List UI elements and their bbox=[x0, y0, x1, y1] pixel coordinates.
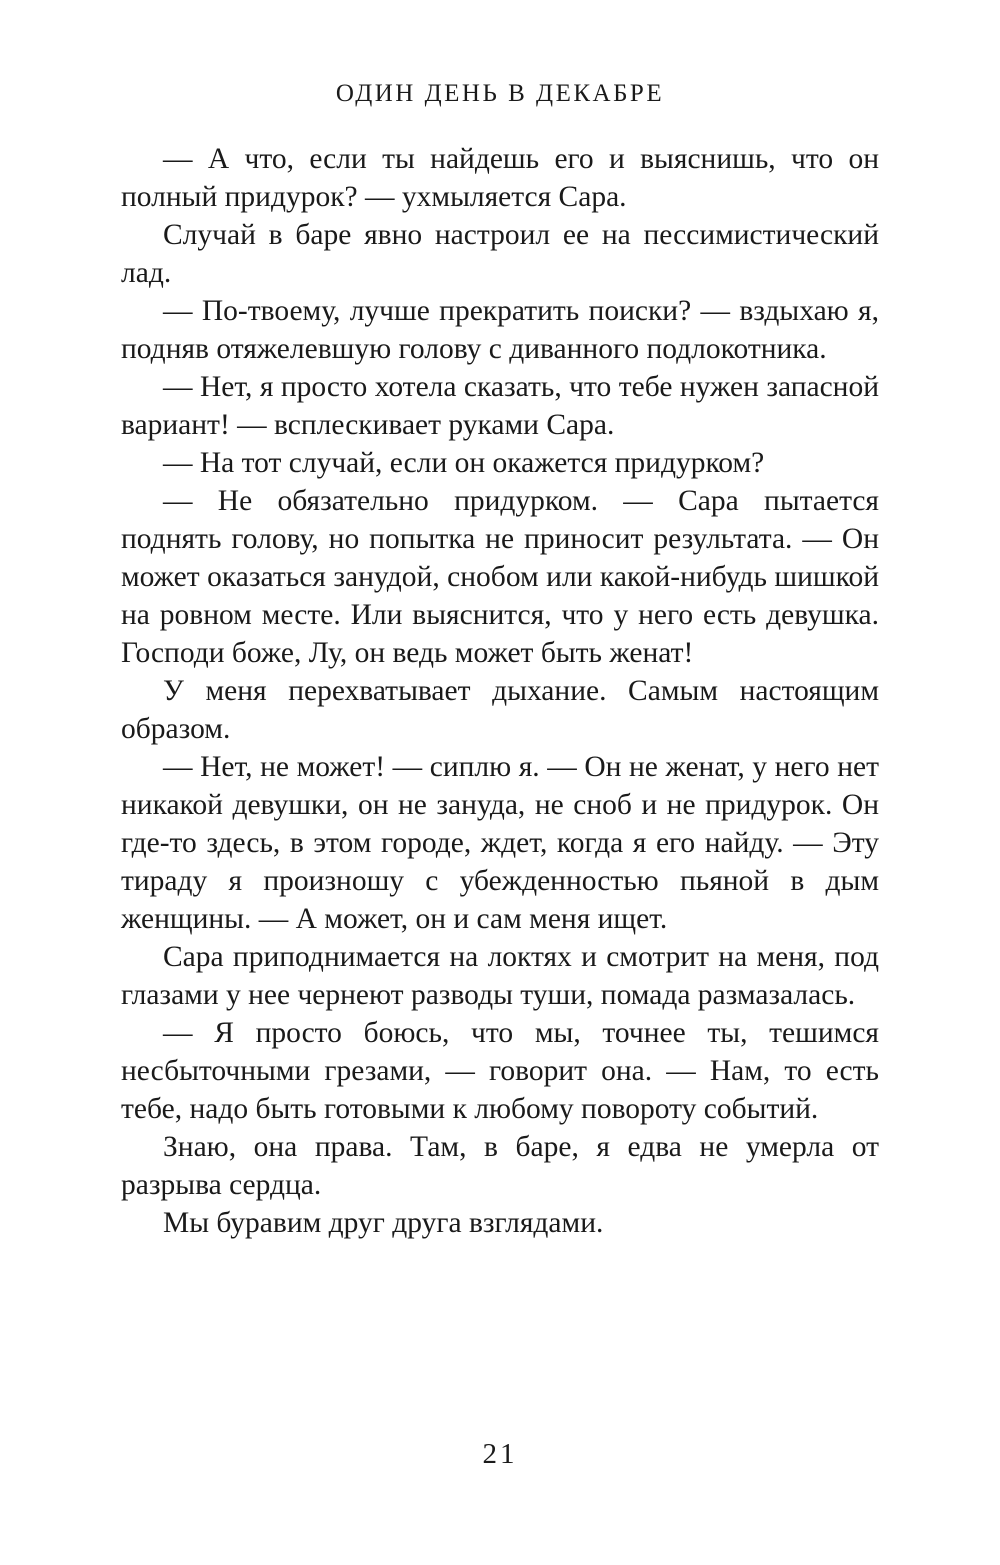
paragraph: Знаю, она права. Там, в баре, я едва не умерла от разрыва сердца. bbox=[121, 1131, 879, 1201]
paragraph: Случай в баре явно настроил ее на пессимистический лад. bbox=[121, 219, 879, 289]
paragraph: У меня перехватывает дыхание. Самым настоящим образом. bbox=[121, 675, 879, 745]
page-number: 21 bbox=[482, 1438, 518, 1470]
paragraph: — На тот случай, если он окажется придурком? bbox=[163, 447, 765, 479]
paragraph: — По-твоему, лучше прекратить поиски? — вздыхаю я, подняв отяжелевшую голову с диванного подлокотника. bbox=[121, 295, 879, 365]
running-head: ОДИН ДЕНЬ В ДЕКАБРЕ bbox=[335, 80, 665, 107]
paragraph: Мы буравим друг друга взглядами. bbox=[163, 1207, 604, 1239]
paragraph: — А что, если ты найдешь его и выяснишь, что он полный придурок? — ухмыляется Сара. bbox=[121, 143, 879, 213]
body-text bbox=[121, 140, 879, 1242]
paragraph: — Нет, я просто хотела сказать, что тебе нужен запасной вариант! — всплескивает руками Сара. bbox=[121, 371, 879, 441]
paragraph: — Нет, не может! — сиплю я. — Он не женат, у него нет никакой девушки, он не зануда, не сноб и не придурок. Он где-то здесь, в этом городе, ждет, когда я его найду. — Эту тираду я произношу с убежденностью пьяной в дым женщины. — А может, он и сам меня ищет. bbox=[121, 751, 879, 935]
paragraph: — Я просто боюсь, что мы, точнее ты, тешимся несбыточными грезами, — говорит она. — Нам, то есть тебе, надо быть готовыми к любому повороту событий. bbox=[121, 1017, 879, 1125]
paragraph: Сара приподнимается на локтях и смотрит на меня, под глазами у нее чернеют разводы туши, помада размазалась. bbox=[121, 941, 879, 1011]
paragraph: — Не обязательно придурком. — Сара пытается поднять голову, но попытка не приносит результата. — Он может оказаться занудой, снобом или какой-нибудь шишкой на ровном месте. Или выяснится, что у него есть девушка. Господи боже, Лу, он ведь может быть женат! bbox=[121, 485, 879, 669]
